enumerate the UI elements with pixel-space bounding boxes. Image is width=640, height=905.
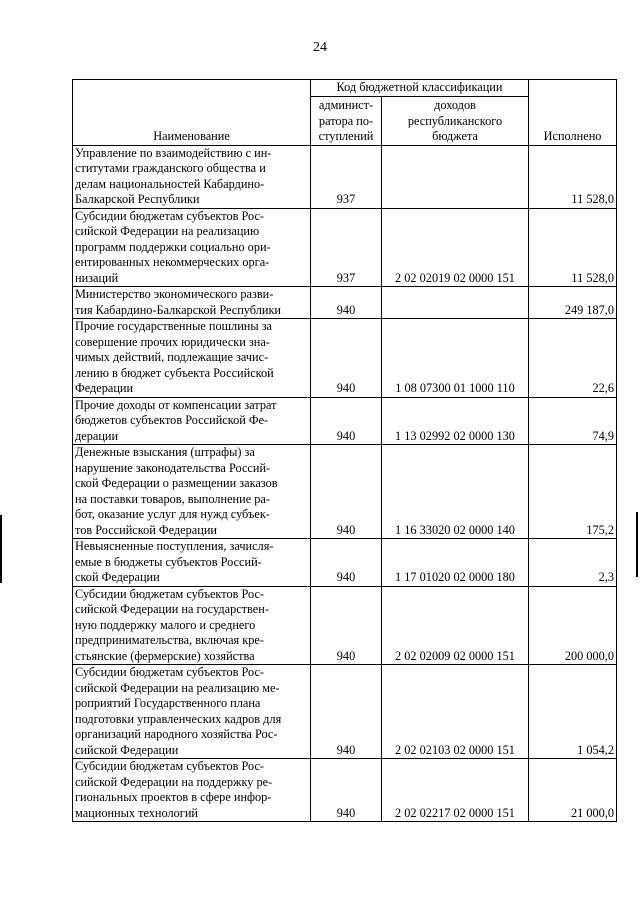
row-name: Министерство экономического разви- тия Кабардино-Балкарской Республики bbox=[73, 287, 311, 319]
table-row bbox=[73, 319, 617, 398]
budget-table bbox=[72, 79, 617, 822]
row-admin-code: 940 bbox=[311, 759, 382, 822]
row-revenue-code bbox=[382, 145, 529, 208]
row-revenue-code: 2 02 02019 02 0000 151 bbox=[382, 208, 529, 287]
table-body bbox=[73, 145, 617, 822]
row-admin-code: 940 bbox=[311, 287, 382, 319]
table-row bbox=[73, 586, 617, 665]
row-name: Субсидии бюджетам субъектов Рос- сийской Федерации на поддержку ре- гиональных проектов в сфере инфор- мационных технологий bbox=[73, 759, 311, 822]
row-admin-code: 940 bbox=[311, 586, 382, 665]
row-name: Субсидии бюджетам субъектов Рос- сийской Федерации на государствен- ную поддержку малого и среднего предпринимательства, включая кре- стьянские (фермерские) хозяйства bbox=[73, 586, 311, 665]
row-admin-code: 937 bbox=[311, 145, 382, 208]
header-admin: админист- ратора по- ступлений bbox=[311, 96, 382, 145]
row-revenue-code: 1 16 33020 02 0000 140 bbox=[382, 445, 529, 539]
row-name: Субсидии бюджетам субъектов Рос- сийской Федерации на реализацию ме- роприятий Государственного плана подготовки управленческих кадров для организаций народного хозяйства Рос- сийской Федерации bbox=[73, 665, 311, 759]
header-name: Наименование bbox=[73, 80, 311, 146]
table-row bbox=[73, 759, 617, 822]
header-done: Исполнено bbox=[529, 80, 617, 146]
table-row bbox=[73, 208, 617, 287]
row-admin-code: 940 bbox=[311, 397, 382, 445]
page-number: 24 bbox=[313, 40, 327, 55]
row-executed: 74,9 bbox=[529, 397, 617, 445]
table-row bbox=[73, 445, 617, 539]
row-executed: 200 000,0 bbox=[529, 586, 617, 665]
row-admin-code: 940 bbox=[311, 665, 382, 759]
header-revenue: доходов республиканского бюджета bbox=[382, 96, 529, 145]
row-admin-code: 940 bbox=[311, 539, 382, 587]
row-admin-code: 940 bbox=[311, 319, 382, 398]
row-name: Управление по взаимодействию с ин- ститутами гражданского общества и делам национальностей Кабардино- Балкарской Республики bbox=[73, 145, 311, 208]
row-revenue-code: 1 08 07300 01 1000 110 bbox=[382, 319, 529, 398]
row-executed: 22,6 bbox=[529, 319, 617, 398]
header-code-group: Код бюджетной классификации bbox=[311, 80, 529, 97]
row-revenue-code: 2 02 02217 02 0000 151 bbox=[382, 759, 529, 822]
row-executed: 11 528,0 bbox=[529, 145, 617, 208]
table-row bbox=[73, 287, 617, 319]
row-name: Невыясненные поступления, зачисля- емые в бюджеты субъектов Россий- ской Федерации bbox=[73, 539, 311, 587]
row-executed: 249 187,0 bbox=[529, 287, 617, 319]
row-admin-code: 937 bbox=[311, 208, 382, 287]
table-row bbox=[73, 665, 617, 759]
row-executed: 21 000,0 bbox=[529, 759, 617, 822]
row-name: Денежные взыскания (штрафы) за нарушение законодательства Россий- ской Федерации о размещении заказов на поставки товаров, выполнение ра- бот, оказание услуг для нужд субъек- тов Российской Федерации bbox=[73, 445, 311, 539]
table-row bbox=[73, 397, 617, 445]
row-name: Субсидии бюджетам субъектов Рос- сийской Федерации на реализацию программ поддержки социально ори- ентированных некоммерческих орга- низаций bbox=[73, 208, 311, 287]
table-row bbox=[73, 145, 617, 208]
header-row-1 bbox=[73, 80, 617, 97]
row-executed: 1 054,2 bbox=[529, 665, 617, 759]
row-admin-code: 940 bbox=[311, 445, 382, 539]
table-row bbox=[73, 539, 617, 587]
row-executed: 175,2 bbox=[529, 445, 617, 539]
margin-mark-left bbox=[0, 515, 2, 583]
row-executed: 2,3 bbox=[529, 539, 617, 587]
margin-mark-right bbox=[636, 512, 638, 577]
row-name: Прочие государственные пошлины за совершение прочих юридически зна- чимых действий, подлежащие зачис- лению в бюджет субъекта Российской Федерации bbox=[73, 319, 311, 398]
row-revenue-code bbox=[382, 287, 529, 319]
row-name: Прочие доходы от компенсации затрат бюджетов субъектов Российской Фе- дерации bbox=[73, 397, 311, 445]
row-revenue-code: 1 13 02992 02 0000 130 bbox=[382, 397, 529, 445]
row-revenue-code: 2 02 02009 02 0000 151 bbox=[382, 586, 529, 665]
row-revenue-code: 1 17 01020 02 0000 180 bbox=[382, 539, 529, 587]
row-executed: 11 528,0 bbox=[529, 208, 617, 287]
row-revenue-code: 2 02 02103 02 0000 151 bbox=[382, 665, 529, 759]
